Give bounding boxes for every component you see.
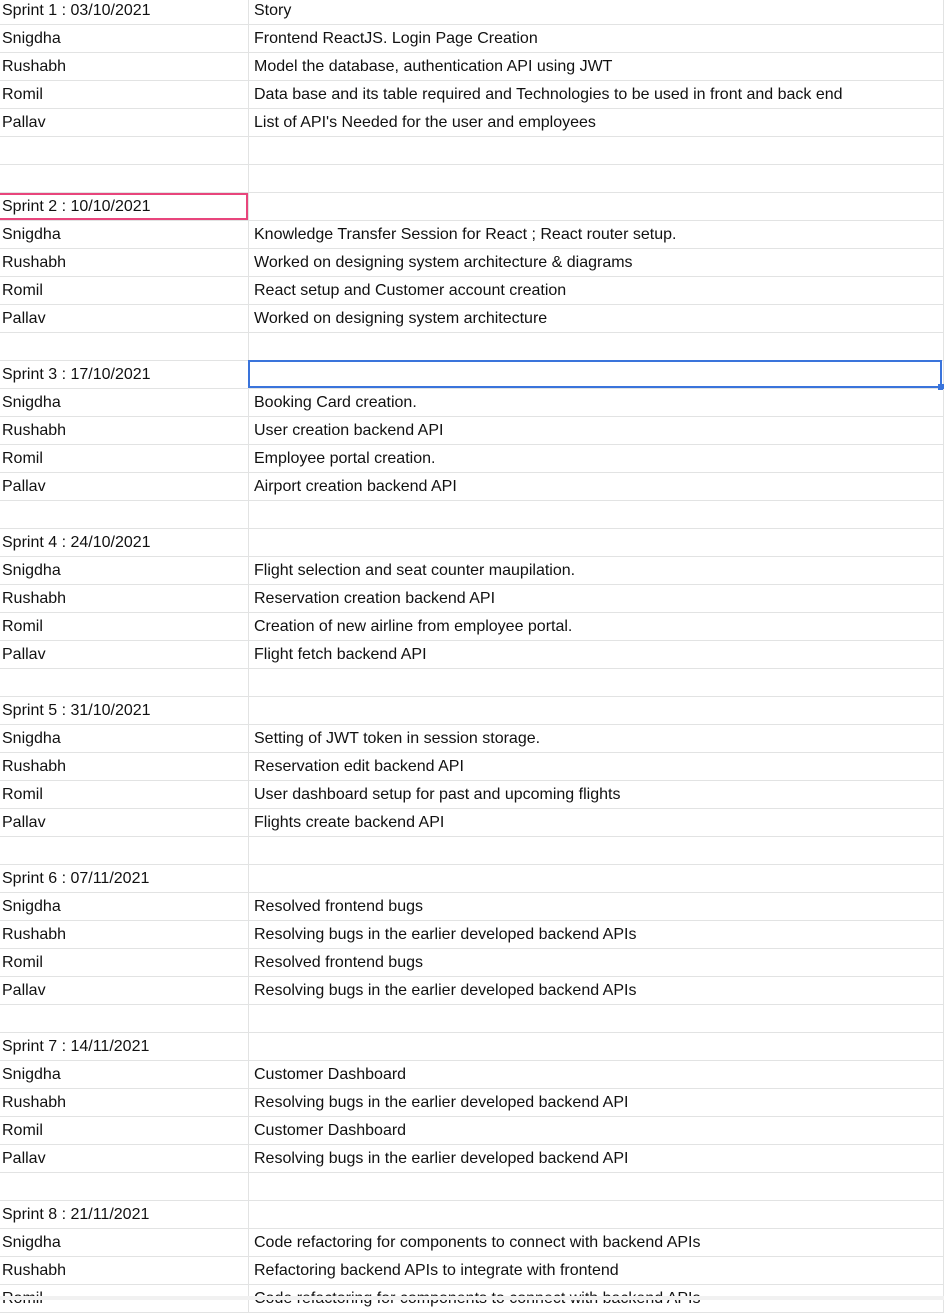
- sprint-header-row: [0, 697, 944, 725]
- member-task-row: [0, 81, 944, 109]
- task-description-cell[interactable]: Refactoring backend APIs to integrate with frontend: [249, 1257, 944, 1284]
- member-name-cell[interactable]: Romil: [0, 781, 249, 808]
- member-name-cell[interactable]: Rushabh: [0, 921, 249, 948]
- sprint-label-cell[interactable]: Sprint 5 : 31/10/2021: [0, 697, 249, 724]
- task-description-cell[interactable]: Customer Dashboard: [249, 1117, 944, 1144]
- member-name-cell[interactable]: Romil: [0, 613, 249, 640]
- sprint-header-row: [0, 1033, 944, 1061]
- member-name-cell[interactable]: Snigdha: [0, 389, 249, 416]
- empty-row: [0, 1005, 944, 1033]
- task-description-cell[interactable]: Airport creation backend API: [249, 473, 944, 500]
- task-description-cell[interactable]: Flight selection and seat counter maupilation.: [249, 557, 944, 584]
- task-description-cell[interactable]: User dashboard setup for past and upcoming flights: [249, 781, 944, 808]
- member-name-cell[interactable]: Pallav: [0, 641, 249, 668]
- member-name-cell[interactable]: Rushabh: [0, 1257, 249, 1284]
- member-task-row: [0, 585, 944, 613]
- member-name-cell[interactable]: Snigdha: [0, 1061, 249, 1088]
- member-task-row: [0, 389, 944, 417]
- member-task-row: [0, 557, 944, 585]
- task-description-cell[interactable]: [249, 669, 944, 696]
- bottom-edge: [0, 1296, 944, 1300]
- member-task-row: [0, 249, 944, 277]
- story-header-cell[interactable]: [249, 697, 944, 724]
- member-name-cell[interactable]: Rushabh: [0, 417, 249, 444]
- task-description-cell[interactable]: [249, 837, 944, 864]
- sprint-header-row: [0, 193, 944, 221]
- member-task-row: [0, 921, 944, 949]
- task-description-cell[interactable]: Reservation creation backend API: [249, 585, 944, 612]
- empty-row: [0, 1173, 944, 1201]
- member-name-cell[interactable]: Snigdha: [0, 221, 249, 248]
- member-task-row: [0, 25, 944, 53]
- member-task-row: [0, 949, 944, 977]
- member-task-row: [0, 1061, 944, 1089]
- story-header-cell[interactable]: [249, 529, 944, 556]
- task-description-cell[interactable]: Knowledge Transfer Session for React ; React router setup.: [249, 221, 944, 248]
- member-task-row: [0, 753, 944, 781]
- task-description-cell[interactable]: List of API's Needed for the user and employees: [249, 109, 944, 136]
- member-name-cell[interactable]: Romil: [0, 81, 249, 108]
- sprint-label-cell[interactable]: Sprint 2 : 10/10/2021: [0, 193, 249, 220]
- task-description-cell[interactable]: Customer Dashboard: [249, 1061, 944, 1088]
- task-description-cell[interactable]: Resolved frontend bugs: [249, 949, 944, 976]
- member-name-cell[interactable]: [0, 501, 249, 528]
- sprint-label-cell[interactable]: Sprint 6 : 07/11/2021: [0, 865, 249, 892]
- task-description-cell[interactable]: [249, 333, 944, 360]
- task-description-cell[interactable]: Creation of new airline from employee portal.: [249, 613, 944, 640]
- empty-row: [0, 165, 944, 193]
- member-name-cell[interactable]: [0, 333, 249, 360]
- member-task-row: [0, 613, 944, 641]
- member-name-cell[interactable]: Rushabh: [0, 249, 249, 276]
- task-description-cell[interactable]: [249, 137, 944, 164]
- member-task-row: [0, 1229, 944, 1257]
- story-header-cell[interactable]: [249, 865, 944, 892]
- member-task-row: [0, 1089, 944, 1117]
- sprint-label-cell[interactable]: Sprint 1 : 03/10/2021: [0, 0, 249, 24]
- sprint-label-cell[interactable]: Sprint 3 : 17/10/2021: [0, 361, 249, 388]
- task-description-cell[interactable]: [249, 165, 944, 192]
- task-description-cell[interactable]: Model the database, authentication API using JWT: [249, 53, 944, 80]
- member-name-cell[interactable]: Pallav: [0, 305, 249, 332]
- member-name-cell[interactable]: Snigdha: [0, 1229, 249, 1256]
- story-header-cell[interactable]: Story: [249, 0, 944, 24]
- empty-row: [0, 837, 944, 865]
- member-name-cell[interactable]: [0, 1173, 249, 1200]
- member-name-cell[interactable]: Snigdha: [0, 893, 249, 920]
- member-task-row: [0, 1145, 944, 1173]
- member-task-row: [0, 53, 944, 81]
- member-task-row: [0, 809, 944, 837]
- task-description-cell[interactable]: Frontend ReactJS. Login Page Creation: [249, 25, 944, 52]
- member-name-cell[interactable]: Romil: [0, 445, 249, 472]
- member-task-row: [0, 221, 944, 249]
- story-header-cell[interactable]: [249, 1201, 944, 1228]
- member-task-row: [0, 1117, 944, 1145]
- task-description-cell[interactable]: User creation backend API: [249, 417, 944, 444]
- member-name-cell[interactable]: [0, 837, 249, 864]
- member-name-cell[interactable]: Rushabh: [0, 753, 249, 780]
- sprint-header-row: [0, 529, 944, 557]
- task-description-cell[interactable]: Data base and its table required and Technologies to be used in front and back end: [249, 81, 944, 108]
- task-description-cell[interactable]: Setting of JWT token in session storage.: [249, 725, 944, 752]
- sprint-header-row: [0, 361, 944, 389]
- member-name-cell[interactable]: Snigdha: [0, 725, 249, 752]
- member-task-row: [0, 445, 944, 473]
- member-name-cell[interactable]: Rushabh: [0, 1089, 249, 1116]
- member-task-row: [0, 1257, 944, 1285]
- member-task-row: [0, 417, 944, 445]
- task-description-cell[interactable]: Resolving bugs in the earlier developed backend API: [249, 1145, 944, 1172]
- sprint-label-cell[interactable]: Sprint 7 : 14/11/2021: [0, 1033, 249, 1060]
- empty-row: [0, 669, 944, 697]
- task-description-cell[interactable]: Resolved frontend bugs: [249, 893, 944, 920]
- member-name-cell[interactable]: Romil: [0, 1117, 249, 1144]
- sprint-header-row: [0, 0, 944, 25]
- sprint-label-cell[interactable]: Sprint 8 : 21/11/2021: [0, 1201, 249, 1228]
- member-name-cell[interactable]: Rushabh: [0, 53, 249, 80]
- member-name-cell[interactable]: Snigdha: [0, 25, 249, 52]
- member-task-row: [0, 473, 944, 501]
- story-header-cell[interactable]: [249, 361, 944, 388]
- member-name-cell[interactable]: [0, 669, 249, 696]
- member-name-cell[interactable]: Rushabh: [0, 585, 249, 612]
- member-name-cell[interactable]: Pallav: [0, 109, 249, 136]
- task-description-cell[interactable]: Worked on designing system architecture & diagrams: [249, 249, 944, 276]
- story-header-cell[interactable]: [249, 193, 944, 220]
- task-description-cell[interactable]: Resolving bugs in the earlier developed backend APIs: [249, 977, 944, 1004]
- sprint-header-row: [0, 1201, 944, 1229]
- member-task-row: [0, 109, 944, 137]
- member-task-row: [0, 893, 944, 921]
- member-task-row: [0, 277, 944, 305]
- task-description-cell[interactable]: Resolving bugs in the earlier developed backend APIs: [249, 921, 944, 948]
- sprint-header-row: [0, 865, 944, 893]
- task-description-cell[interactable]: React setup and Customer account creation: [249, 277, 944, 304]
- member-name-cell[interactable]: [0, 137, 249, 164]
- task-description-cell[interactable]: Worked on designing system architecture: [249, 305, 944, 332]
- member-name-cell[interactable]: [0, 1005, 249, 1032]
- member-name-cell[interactable]: Pallav: [0, 1145, 249, 1172]
- task-description-cell[interactable]: [249, 1173, 944, 1200]
- member-name-cell[interactable]: Snigdha: [0, 557, 249, 584]
- task-description-cell[interactable]: Code refactoring for components to connect with backend APIs: [249, 1229, 944, 1256]
- member-name-cell[interactable]: Pallav: [0, 809, 249, 836]
- member-task-row: [0, 305, 944, 333]
- empty-row: [0, 501, 944, 529]
- empty-row: [0, 333, 944, 361]
- sprint-label-cell[interactable]: Sprint 4 : 24/10/2021: [0, 529, 249, 556]
- member-task-row: [0, 725, 944, 753]
- empty-row: [0, 137, 944, 165]
- member-name-cell[interactable]: Pallav: [0, 473, 249, 500]
- story-header-cell[interactable]: [249, 1033, 944, 1060]
- task-description-cell[interactable]: Resolving bugs in the earlier developed backend API: [249, 1089, 944, 1116]
- member-task-row: [0, 977, 944, 1005]
- member-name-cell[interactable]: [0, 165, 249, 192]
- task-description-cell[interactable]: Reservation edit backend API: [249, 753, 944, 780]
- member-name-cell[interactable]: Romil: [0, 277, 249, 304]
- task-description-cell[interactable]: [249, 1005, 944, 1032]
- task-description-cell[interactable]: Flights create backend API: [249, 809, 944, 836]
- task-description-cell[interactable]: Flight fetch backend API: [249, 641, 944, 668]
- member-task-row: [0, 781, 944, 809]
- task-description-cell[interactable]: Booking Card creation.: [249, 389, 944, 416]
- task-description-cell[interactable]: Employee portal creation.: [249, 445, 944, 472]
- member-name-cell[interactable]: Romil: [0, 949, 249, 976]
- member-name-cell[interactable]: Pallav: [0, 977, 249, 1004]
- task-description-cell[interactable]: [249, 501, 944, 528]
- member-task-row: [0, 641, 944, 669]
